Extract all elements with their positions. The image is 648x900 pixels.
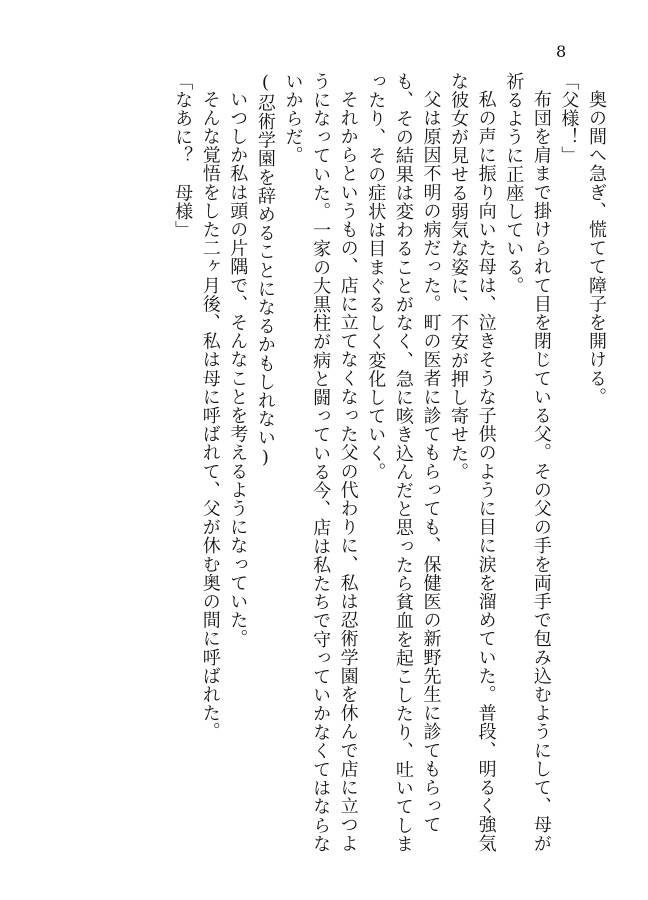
paragraph-3: 布団を肩まで掛けられて目を閉じている父。その父の手を両手で包み込むようにして、母が祈るように正座している。 <box>503 72 552 853</box>
paragraph-6: それからというもの、店に立てなくなった父の代わりに、私は忍術学園を休んで店に立つようになっていた。一家の大黒柱が病と闘っている今、店は私たちで守っていかなくてはならないからだ。 <box>282 72 359 854</box>
paragraph-1: 奥の間へ急ぎ、慌てて障子を開ける。 <box>586 90 607 407</box>
paragraph-8: いつしか私は頭の片隅で、そんなことを考えるようになっていた。 <box>227 90 249 648</box>
paragraph-10-dialogue: 「なあに？ 母様」 <box>172 72 194 240</box>
paragraph-4: 私の声に振り向いた母は、泣きそうな子供のように目に涙を溜めていた。普段、明るく強気な彼女が見せる弱気な姿に、不安が押し寄せた。 <box>448 72 497 853</box>
paragraph-9: そんな覚悟をした二ヶ月後、私は母に呼ばれて、父が休む奥の間に呼ばれた。 <box>199 90 221 741</box>
page-number: 8 <box>556 42 567 61</box>
body-text <box>50 72 610 862</box>
paragraph-2-dialogue: 「父様！」 <box>558 72 580 165</box>
paragraph-7-thought: (忍術学園を辞めることになるかもしれない) <box>254 72 276 469</box>
paragraph-5: 父は原因不明の病だった。町の医者に診てもらっても、保健医の新野先生に診てもらっても、その結果は変わることがなく、急に咳き込んだと思ったら貧血を起こしたり、吐いてしまったり、その症状は目まぐるしく変化していく。 <box>365 72 442 854</box>
